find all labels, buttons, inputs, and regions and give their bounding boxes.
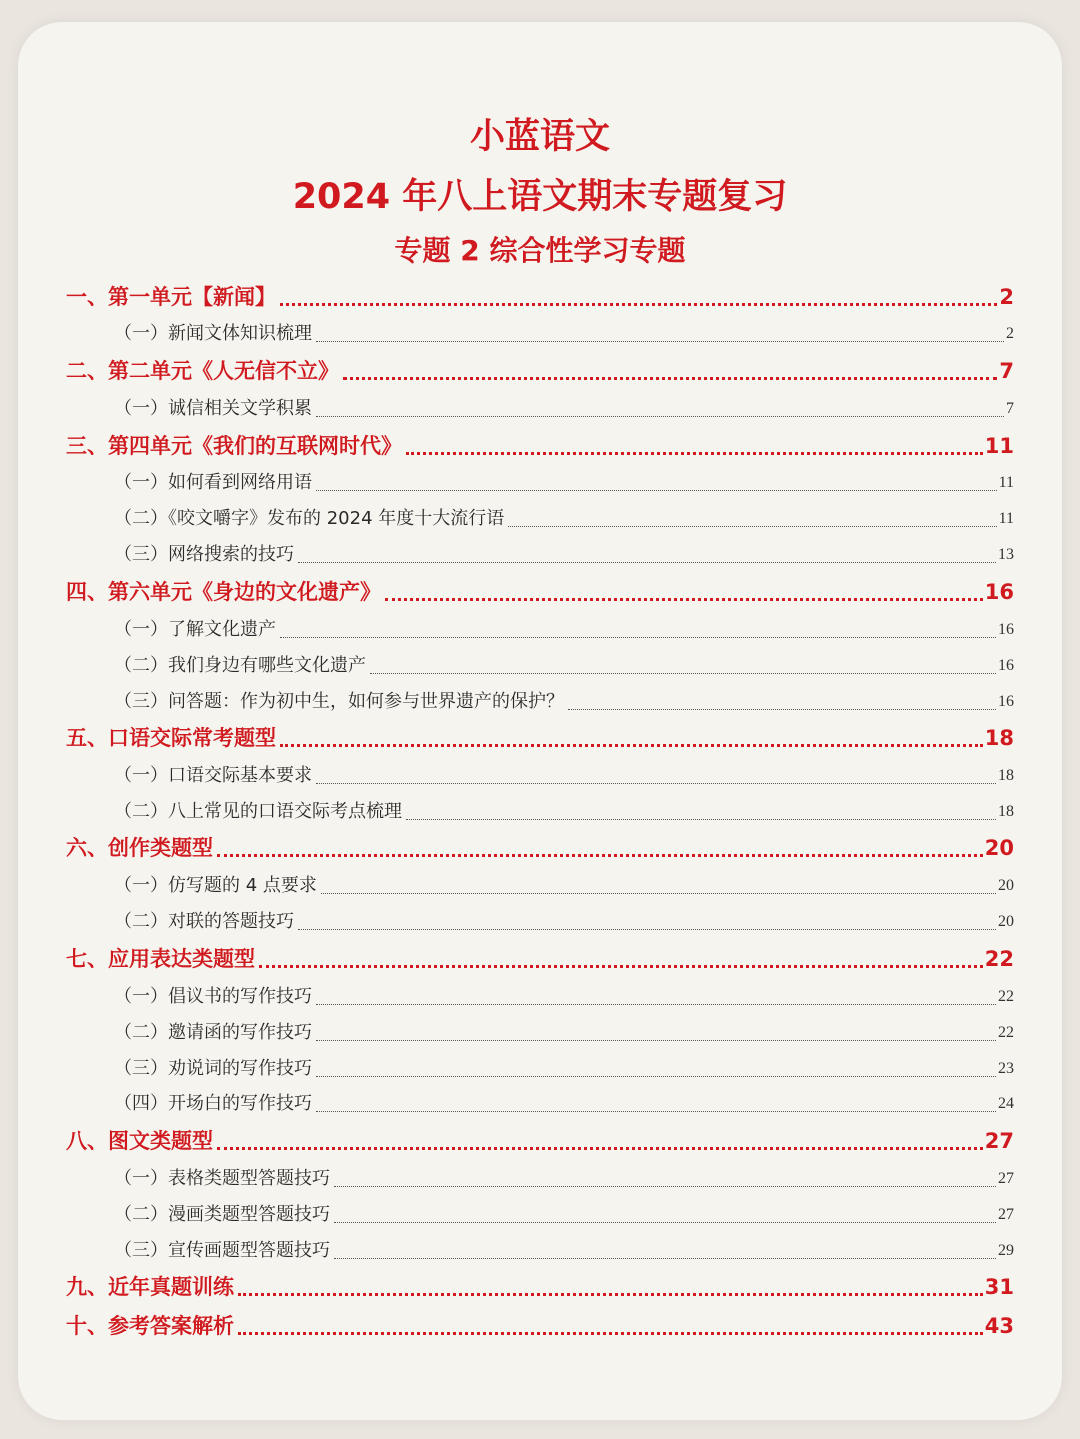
toc-page-number: 29 (998, 1241, 1014, 1259)
dot-leader (259, 965, 983, 968)
toc-page-number: 18 (998, 802, 1014, 820)
dot-leader (316, 490, 997, 491)
document-subtitle: 专题 2 综合性学习专题 (394, 234, 686, 267)
toc-page-number: 13 (998, 546, 1014, 564)
toc-subsection-entry[interactable] (66, 609, 1014, 645)
dot-leader (238, 1293, 983, 1296)
document-page (18, 22, 1062, 1420)
dot-leader (280, 637, 996, 638)
toc-entry-label: （二）对联的答题技巧 (114, 911, 294, 933)
toc-entry-label: （四）开场白的写作技巧 (114, 1093, 312, 1115)
dot-leader (316, 783, 996, 784)
dot-leader (238, 1332, 983, 1335)
dot-leader (343, 377, 997, 380)
toc-page-number: 20 (998, 877, 1014, 895)
toc-subsection-entry[interactable] (66, 1012, 1014, 1048)
toc-entry-label: 四、第六单元《身边的文化遗产》 (66, 579, 381, 604)
toc-entry-label: （二）漫画类题型答题技巧 (114, 1203, 330, 1225)
toc-entry-label: （三）问答题：作为初中生，如何参与世界遗产的保护？ (114, 690, 564, 712)
dot-leader (508, 526, 996, 527)
toc-section-entry[interactable] (66, 424, 1014, 463)
toc-page-number: 16 (998, 620, 1014, 638)
toc-entry-label: （三）宣传画题型答题技巧 (114, 1239, 330, 1261)
toc-subsection-entry[interactable] (66, 1048, 1014, 1084)
toc-subsection-entry[interactable] (66, 865, 1014, 901)
dot-leader (316, 1076, 996, 1077)
toc-page-number: 43 (984, 1313, 1014, 1338)
dot-leader (316, 416, 1004, 417)
toc-entry-label: （一）了解文化遗产 (114, 618, 276, 640)
toc-entry-label: 二、第二单元《人无信不立》 (66, 359, 339, 384)
toc-entry-label: （三）劝说词的写作技巧 (114, 1057, 312, 1079)
toc-section-entry[interactable] (66, 1304, 1014, 1343)
toc-entry-label: （三）网络搜索的技巧 (114, 544, 294, 566)
toc-entry-label: （一）表格类题型答题技巧 (114, 1167, 330, 1189)
toc-entry-label: 六、创作类题型 (66, 836, 213, 861)
toc-page-number: 22 (998, 987, 1014, 1005)
toc-entry-label: （一）仿写题的 4 点要求 (114, 875, 317, 897)
toc-page-number: 20 (984, 836, 1014, 861)
dot-leader (370, 673, 996, 674)
toc-entry-label: （一）新闻文体知识梳理 (114, 323, 312, 345)
toc-page-number: 16 (998, 692, 1014, 710)
toc-subsection-entry[interactable] (66, 1230, 1014, 1266)
toc-entry-label: （二）我们身边有哪些文化遗产 (114, 654, 366, 676)
toc-page-number: 2 (999, 284, 1014, 309)
toc-entry-label: （二）《咬文嚼字》发布的 2024 年度十大流行语 (114, 508, 505, 530)
toc-entry-label: （二）八上常见的口语交际考点梳理 (114, 800, 402, 822)
document-title: 2024 年八上语文期末专题复习 (292, 177, 788, 217)
toc-entry-label: （一）诚信相关文学积累 (114, 397, 312, 419)
toc-entry-label: 九、近年真题训练 (66, 1275, 234, 1300)
toc-page-number: 18 (984, 726, 1014, 751)
toc-page-number: 23 (998, 1059, 1014, 1077)
toc-page-number: 27 (998, 1205, 1014, 1223)
toc-page-number: 7 (999, 359, 1014, 384)
toc-section-entry[interactable] (66, 1266, 1014, 1305)
toc-subsection-entry[interactable] (66, 463, 1014, 499)
toc-page-number: 11 (984, 433, 1014, 458)
toc-subsection-entry[interactable] (66, 1158, 1014, 1194)
toc-entry-label: （一）倡议书的写作技巧 (114, 985, 312, 1007)
toc-page-number: 24 (998, 1095, 1014, 1113)
toc-page-number: 11 (998, 474, 1014, 492)
dot-leader (280, 303, 997, 306)
toc-entry-label: （一）如何看到网络用语 (114, 472, 312, 494)
dot-leader (280, 744, 983, 747)
toc-subsection-entry[interactable] (66, 755, 1014, 791)
toc-subsection-entry[interactable] (66, 534, 1014, 570)
dot-leader (298, 929, 996, 930)
toc-page-number: 22 (984, 946, 1014, 971)
toc-section-entry[interactable] (66, 275, 1014, 314)
toc-subsection-entry[interactable] (66, 976, 1014, 1012)
toc-section-entry[interactable] (66, 1119, 1014, 1158)
dot-leader (385, 598, 983, 601)
toc-subsection-entry[interactable] (66, 1084, 1014, 1120)
toc-subsection-entry[interactable] (66, 314, 1014, 350)
dot-leader (316, 1004, 996, 1005)
toc-subsection-entry[interactable] (66, 1194, 1014, 1230)
dot-leader (217, 1147, 983, 1150)
toc-entry-label: 七、应用表达类题型 (66, 946, 255, 971)
toc-page-number: 27 (998, 1169, 1014, 1187)
dot-leader (316, 1111, 996, 1112)
dot-leader (217, 854, 983, 857)
dot-leader (334, 1222, 996, 1223)
toc-entry-label: 十、参考答案解析 (66, 1313, 234, 1338)
toc-page-number: 7 (1006, 399, 1014, 417)
toc-page-number: 20 (998, 913, 1014, 931)
toc-section-entry[interactable] (66, 349, 1014, 388)
toc-entry-label: 一、第一单元【新闻】 (66, 284, 276, 309)
toc-page-number: 2 (1006, 325, 1014, 343)
toc-entry-label: （二）邀请函的写作技巧 (114, 1021, 312, 1043)
dot-leader (406, 819, 996, 820)
toc-subsection-entry[interactable] (66, 388, 1014, 424)
toc-page-number: 27 (984, 1129, 1014, 1153)
toc-section-entry[interactable] (66, 717, 1014, 756)
toc-page-number: 11 (998, 510, 1014, 528)
dot-leader (321, 893, 996, 894)
dot-leader (316, 341, 1004, 342)
toc-section-entry[interactable] (66, 827, 1014, 866)
toc-subsection-entry[interactable] (66, 645, 1014, 681)
toc-page-number: 16 (984, 579, 1014, 604)
toc-entry-label: 三、第四单元《我们的互联网时代》 (66, 433, 402, 458)
toc-page-number: 31 (984, 1275, 1014, 1300)
toc-subsection-entry[interactable] (66, 901, 1014, 937)
toc-section-entry[interactable] (66, 937, 1014, 976)
toc-subsection-entry[interactable] (66, 791, 1014, 827)
dot-leader (406, 452, 983, 455)
toc-subsection-entry[interactable] (66, 681, 1014, 717)
toc-page-number: 18 (998, 766, 1014, 784)
toc-entry-label: （一）口语交际基本要求 (114, 764, 312, 786)
toc-entry-label: 五、口语交际常考题型 (66, 726, 276, 751)
toc-entry-label: 八、图文类题型 (66, 1129, 213, 1153)
toc-page-number: 22 (998, 1023, 1014, 1041)
dot-leader (334, 1186, 996, 1187)
toc-section-entry[interactable] (66, 570, 1014, 609)
dot-leader (568, 709, 996, 710)
toc-page-number: 16 (998, 656, 1014, 674)
toc-subsection-entry[interactable] (66, 498, 1014, 534)
table-of-contents (66, 275, 1014, 1343)
dot-leader (316, 1040, 996, 1041)
brand-title: 小蓝语文 (469, 117, 610, 157)
dot-leader (298, 562, 996, 563)
dot-leader (334, 1258, 996, 1259)
